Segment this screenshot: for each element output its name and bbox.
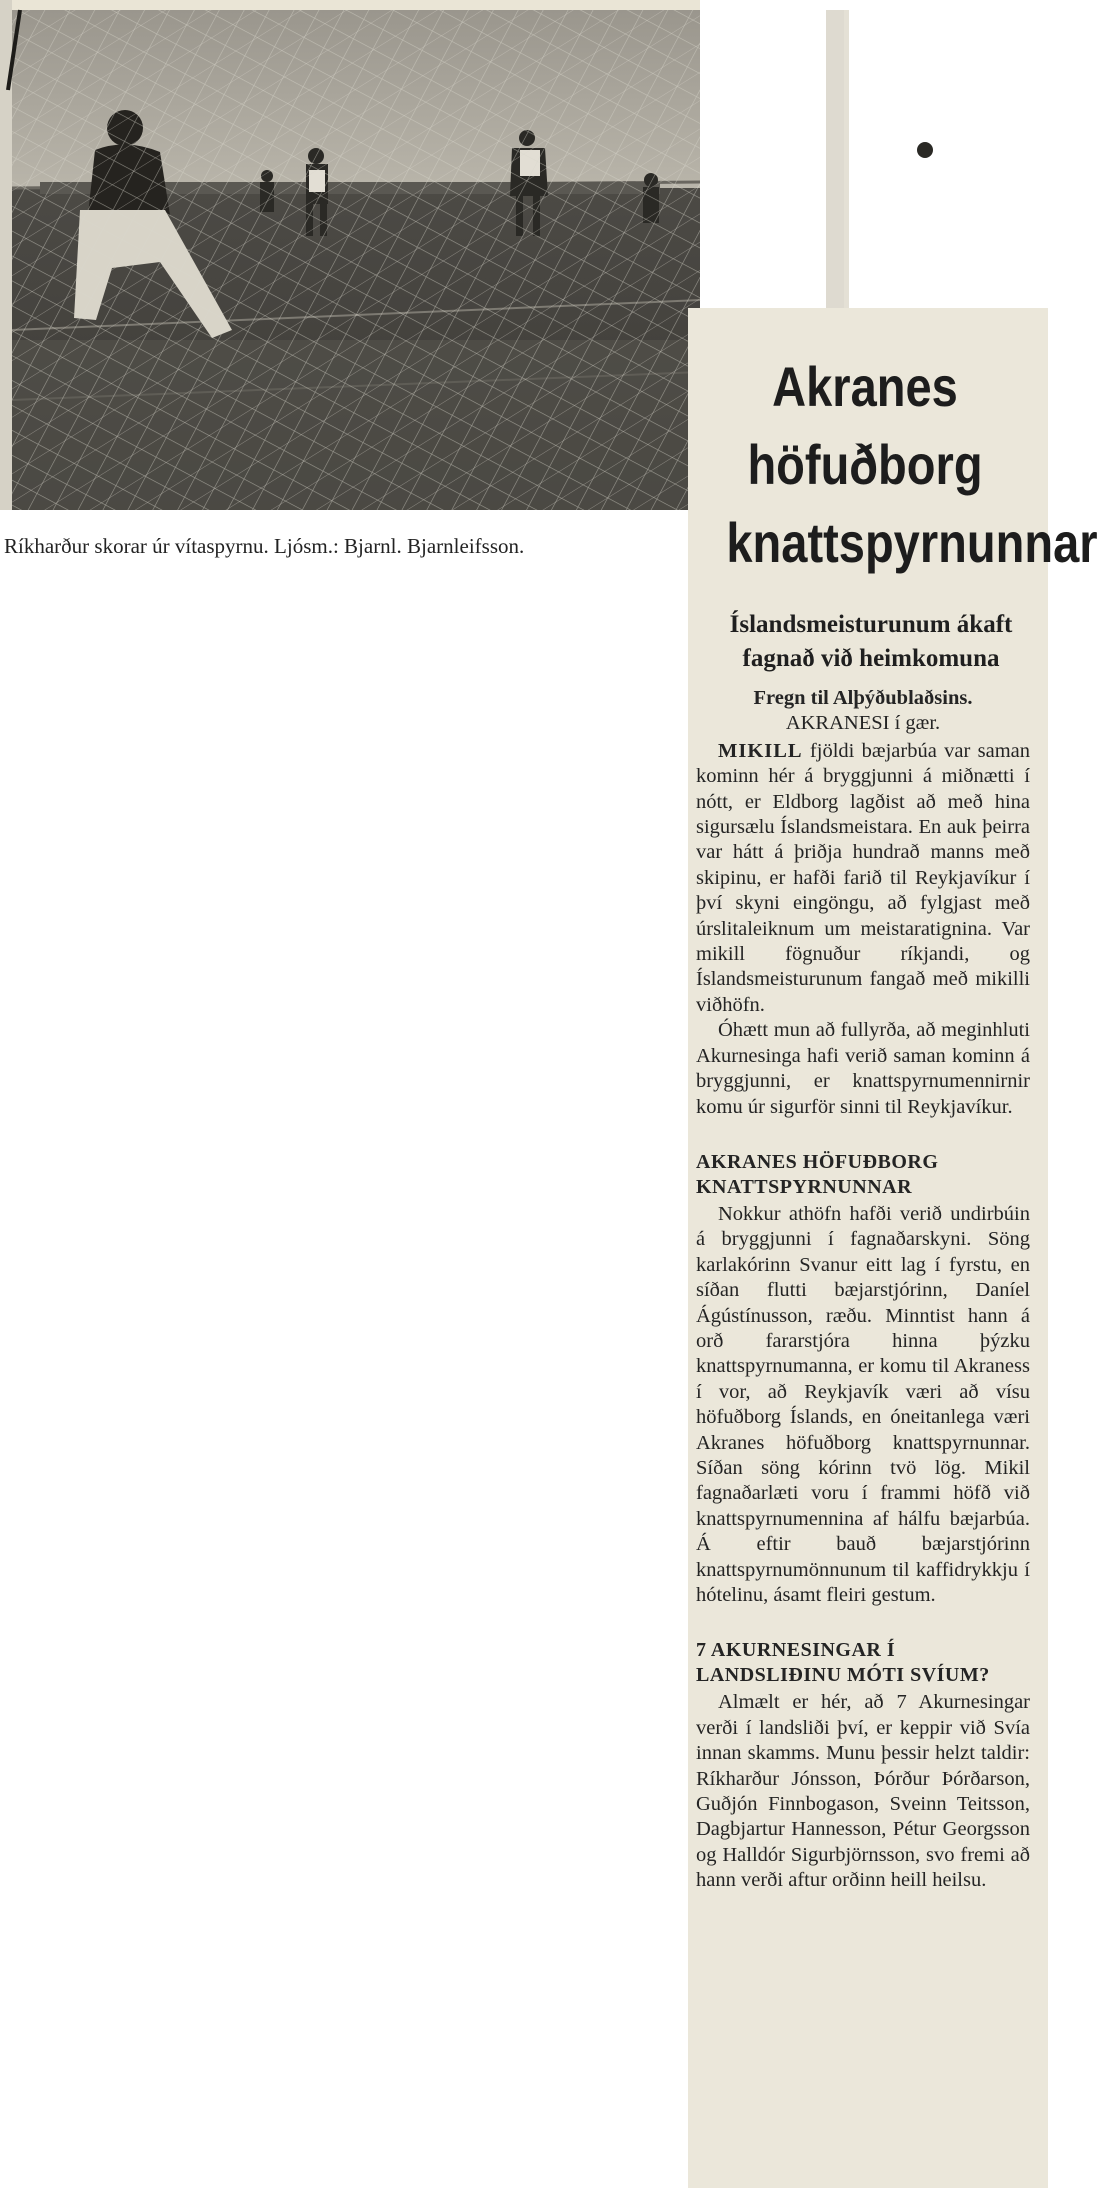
paragraph-2: Óhætt mun að fullyrða, að meginhluti Akurnesinga hafi verið saman kominn á bryggjunni, er knattspyrnumennirnir komu úr sigurför sinni til Reykjavíkur. [696,1019,1030,1118]
subheadline: Íslandsmeisturunum ákaft fagnað við heimkomuna [729,611,1013,672]
section-text-1: Nokkur athöfn hafði verið undirbúin á bryggjunni í fagnaðarskyni. Söng karlakórinn Svanur eitt lag í fyrstu, en síðan flutti bæjarstjórinn, Daníel Ágústínusson, ræðu. Minntist hann á orð fararstjóra hinna þýzku knattspyrnumanna, er komu til Akraness í vor, að Reykjavík væri að vísu höfuðborg Íslands, en óneitanlega væri Akranes höfuðborg knattspyrnunnar. Síðan söng kórinn tvö lög. Mikil fagnaðarlæti voru í frammi höfð við knattspyrnumennina af hálfu bæjarbúa. Á eftir bauð bæjarstjórinn knattspyrnumönnunum til kaffidrykkju í hótelinu, ásamt fleiri gestum. [696,1202,1030,1606]
photo-caption: Ríkharður skorar úr vítaspyrnu. Ljósm.: Bjarnl. Bjarnleifsson. [4,534,525,558]
lead-text: fjöldi bæjarbúa var saman kominn hér á bryggjunni á miðnætti í nótt, er Eldborg lagðist að með hina sigursælu Íslandsmeistara. En auk þeirra var hátt á þriðja hundrað manns með skipinu, er hafði farið til Reykjavíkur í því skyni eingöngu, að fylgjast með úrslitaleiknum um meistaratignina. Var mikill fögnuður ríkjandi, og Íslandsmeisturunum fangað með mikilli viðhöfn. [696,739,1030,1016]
penalty-kick-illustration [0,0,700,510]
section-heading-1: AKRANES HÖFUÐBORG KNATTSPYRNUNNAR [696,1150,939,1198]
article-body [696,686,1030,1894]
byline: Fregn til Alþýðublaðsins. [753,687,973,709]
section-heading-2: 7 AKURNESINGAR Í LANDSLIÐINU MÓTI SVÍUM? [696,1639,990,1687]
lead-caps: MIKILL [718,739,803,762]
dateline: AKRANESI í gær. [785,712,941,735]
match-photo [0,0,700,510]
section-text-2: Almælt er hér, að 7 Akurnesingar verði í landsliði því, er keppir við Svía innan skamms. Munu þessir helzt taldir: Ríkharður Jónsson, Þórður Þórðarson, Guðjón Finnbogason, Sveinn Teitsson, Dagbjartur Hannesson, Pétur Georgsson og Halldór Sigurbjörnsson, svo fremi að hann verði aftur orðinn heill heilsu. [696,1691,1030,1892]
lead-paragraph [696,739,1030,1018]
headline: Akranes höfuðborg knattspyrnunnar [726,355,1098,574]
